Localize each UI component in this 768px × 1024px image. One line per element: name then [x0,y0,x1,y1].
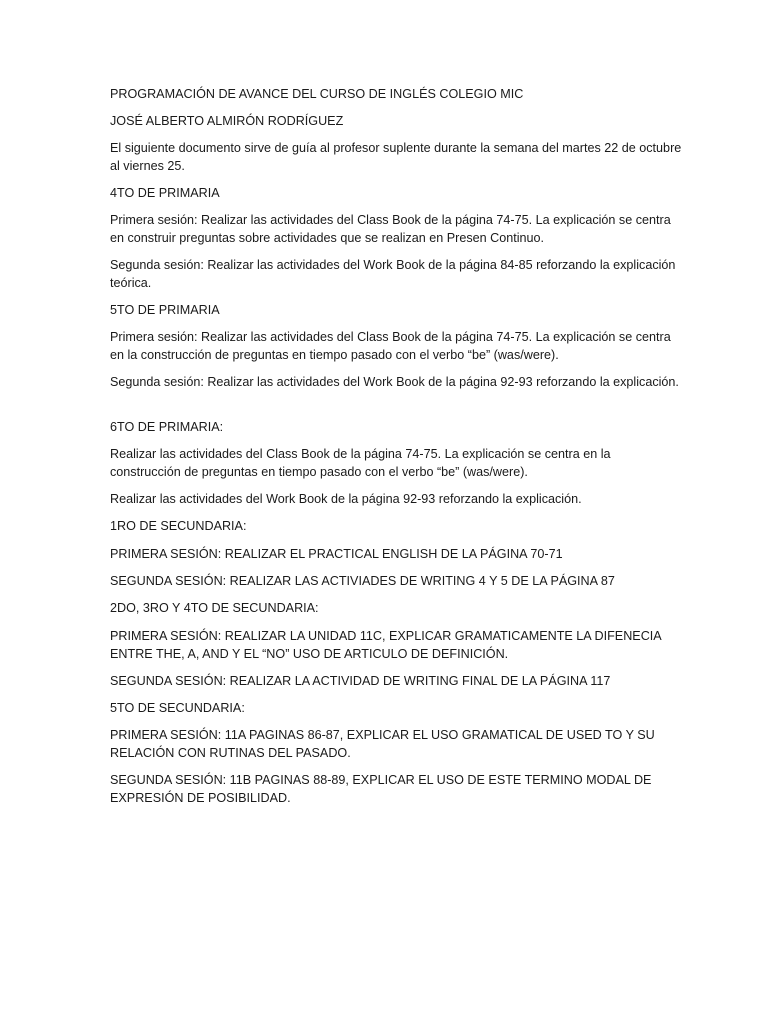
section-heading-2do-3ro-4to-secundaria: 2DO, 3RO Y 4TO DE SECUNDARIA: [110,601,319,615]
session-paragraph: PRIMERA SESIÓN: 11A PAGINAS 86-87, EXPLICAR EL USO GRAMATICAL DE USED TO Y SU RELACIÓN CON RUTINAS DEL PASADO. [110,728,655,760]
section-heading-1ro-secundaria: 1RO DE SECUNDARIA: [110,519,247,533]
section-heading-5to-secundaria: 5TO DE SECUNDARIA: [110,701,245,715]
session-paragraph: Realizar las actividades del Class Book de la página 74-75. La explicación se centra en la construcción de preguntas en tiempo pasado con el verbo “be” (was/were). [110,447,611,479]
session-paragraph: PRIMERA SESIÓN: REALIZAR EL PRACTICAL ENGLISH DE LA PÁGINA 70-71 [110,547,563,561]
session-paragraph: Realizar las actividades del Work Book de la página 92-93 reforzando la explicación. [110,492,582,506]
author-name: JOSÉ ALBERTO ALMIRÓN RODRÍGUEZ [110,114,344,128]
session-paragraph: Primera sesión: Realizar las actividades del Class Book de la página 74-75. La explicación se centra en construir preguntas sobre actividades que se realizan en Presen Continuo. [110,213,671,245]
session-paragraph: PRIMERA SESIÓN: REALIZAR LA UNIDAD 11C, EXPLICAR GRAMATICAMENTE LA DIFENECIA ENTRE THE, A, AND Y EL “NO” USO DE ARTICULO DE DEFINICIÓN. [110,629,661,661]
section-heading-6to-primaria: 6TO DE PRIMARIA: [110,420,224,434]
session-paragraph: Segunda sesión: Realizar las actividades del Work Book de la página 92-93 reforzando la explicación. [110,375,679,389]
section-heading-5to-primaria: 5TO DE PRIMARIA [110,303,220,317]
session-paragraph: SEGUNDA SESIÓN: REALIZAR LAS ACTIVIADES DE WRITING 4 Y 5 DE LA PÁGINA 87 [110,574,615,588]
session-paragraph: Segunda sesión: Realizar las actividades del Work Book de la página 84-85 reforzando la explicación teórica. [110,258,676,290]
section-heading-4to-primaria: 4TO DE PRIMARIA [110,186,220,200]
session-paragraph: SEGUNDA SESIÓN: 11B PAGINAS 88-89, EXPLICAR EL USO DE ESTE TERMINO MODAL DE EXPRESIÓN DE POSIBILIDAD. [110,773,652,805]
session-paragraph: SEGUNDA SESIÓN: REALIZAR LA ACTIVIDAD DE WRITING FINAL DE LA PÁGINA 117 [110,674,611,688]
session-paragraph: Primera sesión: Realizar las actividades del Class Book de la página 74-75. La explicación se centra en la construcción de preguntas en tiempo pasado con el verbo “be” (was/were). [110,330,671,362]
intro-paragraph: El siguiente documento sirve de guía al profesor suplente durante la semana del martes 22 de octubre al viernes 25. [110,141,682,173]
document-title: PROGRAMACIÓN DE AVANCE DEL CURSO DE INGLÉS COLEGIO MIC [110,87,524,101]
